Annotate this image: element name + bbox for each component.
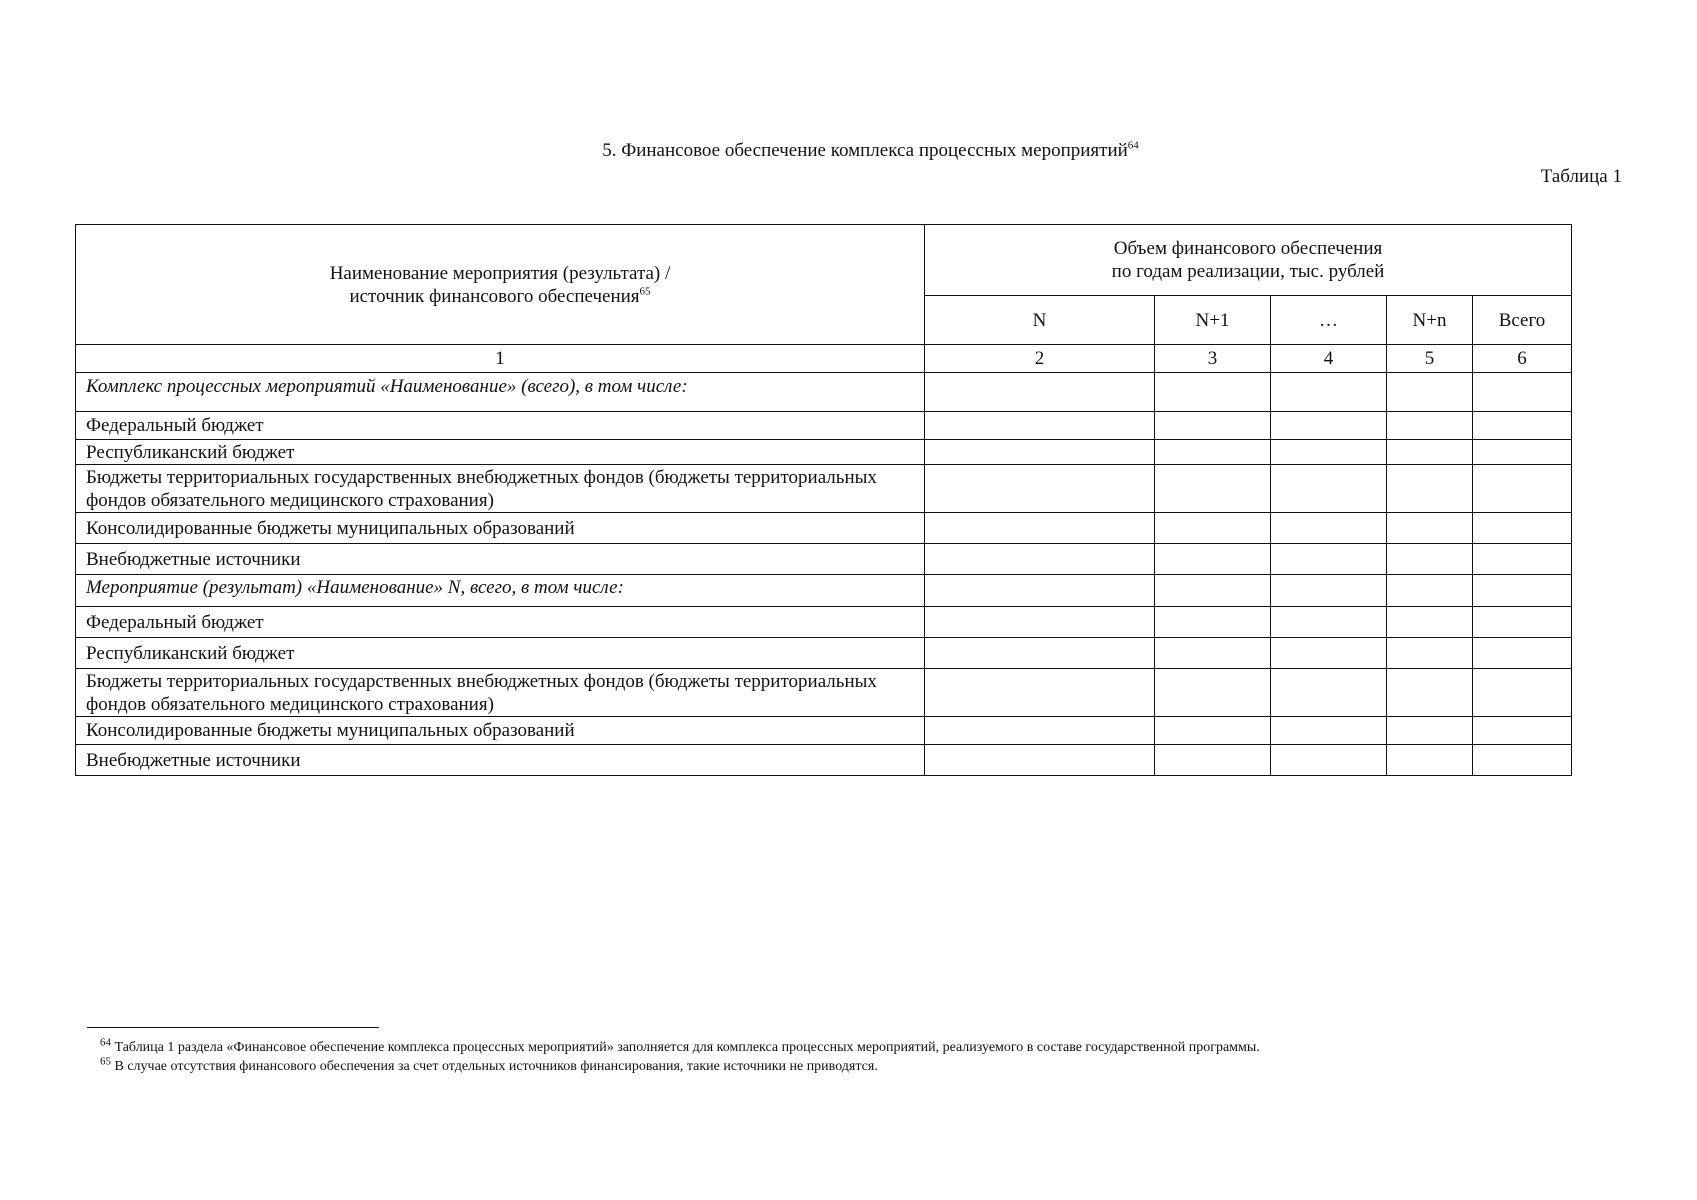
footnote-ref-64: 64: [1127, 139, 1139, 152]
row-label: Бюджеты территориальных государственных внебюджетных фондов (бюджеты территориальных фондов обязательного медицинского страхования): [76, 669, 925, 717]
value-cell: [1155, 575, 1271, 607]
footnote-ref-65: 65: [639, 285, 651, 298]
table-row: [76, 544, 1572, 575]
value-cell: [1473, 465, 1572, 513]
value-cell: [1473, 638, 1572, 669]
header-year-ellipsis: …: [1271, 296, 1387, 345]
row-label: Федеральный бюджет: [76, 607, 925, 638]
column-number: 4: [1271, 345, 1387, 373]
footnote-number: 64: [100, 1036, 111, 1049]
value-cell: [1271, 465, 1387, 513]
row-label: Консолидированные бюджеты муниципальных образований: [76, 513, 925, 544]
value-cell: [925, 513, 1155, 544]
value-cell: [1387, 544, 1473, 575]
value-cell: [1271, 412, 1387, 440]
value-cell: [1271, 575, 1387, 607]
value-cell: [1271, 440, 1387, 465]
header-year-n1: N+1: [1155, 296, 1271, 345]
value-cell: [1473, 513, 1572, 544]
value-cell: [1473, 717, 1572, 745]
value-cell: [1473, 607, 1572, 638]
row-label: Консолидированные бюджеты муниципальных образований: [76, 717, 925, 745]
value-cell: [1155, 440, 1271, 465]
header-total: Всего: [1473, 296, 1572, 345]
footnote-number: 65: [100, 1055, 111, 1068]
table-label: Таблица 1: [1540, 166, 1622, 187]
value-cell: [1155, 465, 1271, 513]
row-label: Комплекс процессных мероприятий «Наименование» (всего), в том числе:: [76, 373, 925, 412]
footnote-divider: [87, 1027, 379, 1028]
footnotes: [100, 1038, 1300, 1076]
table-row: [76, 575, 1572, 607]
header-name-cell: [76, 225, 925, 345]
value-cell: [925, 669, 1155, 717]
value-cell: [1387, 513, 1473, 544]
value-cell: [1387, 465, 1473, 513]
table-row: [76, 513, 1572, 544]
header-volume-line2: по годам реализации, тыс. рублей: [1111, 261, 1385, 282]
value-cell: [1155, 412, 1271, 440]
value-cell: [1387, 440, 1473, 465]
value-cell: [1387, 575, 1473, 607]
value-cell: [1271, 544, 1387, 575]
row-label: Внебюджетные источники: [76, 544, 925, 575]
value-cell: [925, 638, 1155, 669]
section-title: [0, 139, 1697, 163]
table-row: [76, 669, 1572, 717]
value-cell: [1473, 575, 1572, 607]
value-cell: [1155, 544, 1271, 575]
value-cell: [1271, 513, 1387, 544]
table-row: [76, 412, 1572, 440]
header-year-nn: N+n: [1387, 296, 1473, 345]
footnote-text: В случае отсутствия финансового обеспечения за счет отдельных источников финансирования, такие источники не приводятся.: [111, 1059, 878, 1074]
value-cell: [1473, 544, 1572, 575]
value-cell: [1155, 669, 1271, 717]
value-cell: [925, 717, 1155, 745]
value-cell: [925, 745, 1155, 776]
table-row: [76, 607, 1572, 638]
value-cell: [1155, 717, 1271, 745]
footnote-64: [100, 1038, 1300, 1057]
value-cell: [1387, 717, 1473, 745]
value-cell: [1387, 373, 1473, 412]
value-cell: [1271, 373, 1387, 412]
value-cell: [1387, 745, 1473, 776]
header-name-line1: Наименование мероприятия (результата) /: [329, 262, 671, 284]
value-cell: [1473, 412, 1572, 440]
value-cell: [1473, 440, 1572, 465]
table-row: [76, 440, 1572, 465]
row-label: Республиканский бюджет: [76, 638, 925, 669]
value-cell: [925, 440, 1155, 465]
row-label: Федеральный бюджет: [76, 412, 925, 440]
section-title-text: 5. Финансовое обеспечение комплекса процессных мероприятий: [602, 140, 1128, 161]
value-cell: [1155, 638, 1271, 669]
value-cell: [1473, 373, 1572, 412]
value-cell: [1271, 717, 1387, 745]
value-cell: [925, 607, 1155, 638]
financing-table: [75, 224, 1572, 776]
value-cell: [925, 575, 1155, 607]
value-cell: [1155, 513, 1271, 544]
column-number: 5: [1387, 345, 1473, 373]
table-row: [76, 638, 1572, 669]
footnote-text: Таблица 1 раздела «Финансовое обеспечение комплекса процессных мероприятий» заполняется для комплекса процессных мероприятий, реализуемого в составе государственной программы.: [111, 1040, 1260, 1055]
row-label: Внебюджетные источники: [76, 745, 925, 776]
table-row: [76, 717, 1572, 745]
value-cell: [1387, 669, 1473, 717]
value-cell: [925, 412, 1155, 440]
column-number: 6: [1473, 345, 1572, 373]
value-cell: [1155, 607, 1271, 638]
column-number: 2: [925, 345, 1155, 373]
column-number: 1: [76, 345, 925, 373]
value-cell: [1271, 669, 1387, 717]
value-cell: [1387, 638, 1473, 669]
value-cell: [1473, 669, 1572, 717]
table-row: [76, 373, 1572, 412]
value-cell: [1271, 607, 1387, 638]
header-volume-cell: [925, 225, 1572, 296]
value-cell: [1387, 412, 1473, 440]
header-volume-line1: Объем финансового обеспечения: [1113, 238, 1383, 259]
value-cell: [925, 465, 1155, 513]
row-label: Мероприятие (результат) «Наименование» N, всего, в том числе:: [76, 575, 925, 607]
header-name-line2: источник финансового обеспечения: [349, 285, 640, 307]
value-cell: [1387, 607, 1473, 638]
value-cell: [1155, 745, 1271, 776]
value-cell: [925, 544, 1155, 575]
header-year-n: N: [925, 296, 1155, 345]
footnote-65: [100, 1057, 1300, 1076]
row-label: Бюджеты территориальных государственных внебюджетных фондов (бюджеты территориальных фондов обязательного медицинского страхования): [76, 465, 925, 513]
table-row: [76, 745, 1572, 776]
value-cell: [1271, 638, 1387, 669]
value-cell: [1271, 745, 1387, 776]
value-cell: [1155, 373, 1271, 412]
column-number: 3: [1155, 345, 1271, 373]
table-row: [76, 465, 1572, 513]
row-label: Республиканский бюджет: [76, 440, 925, 465]
value-cell: [1473, 745, 1572, 776]
value-cell: [925, 373, 1155, 412]
